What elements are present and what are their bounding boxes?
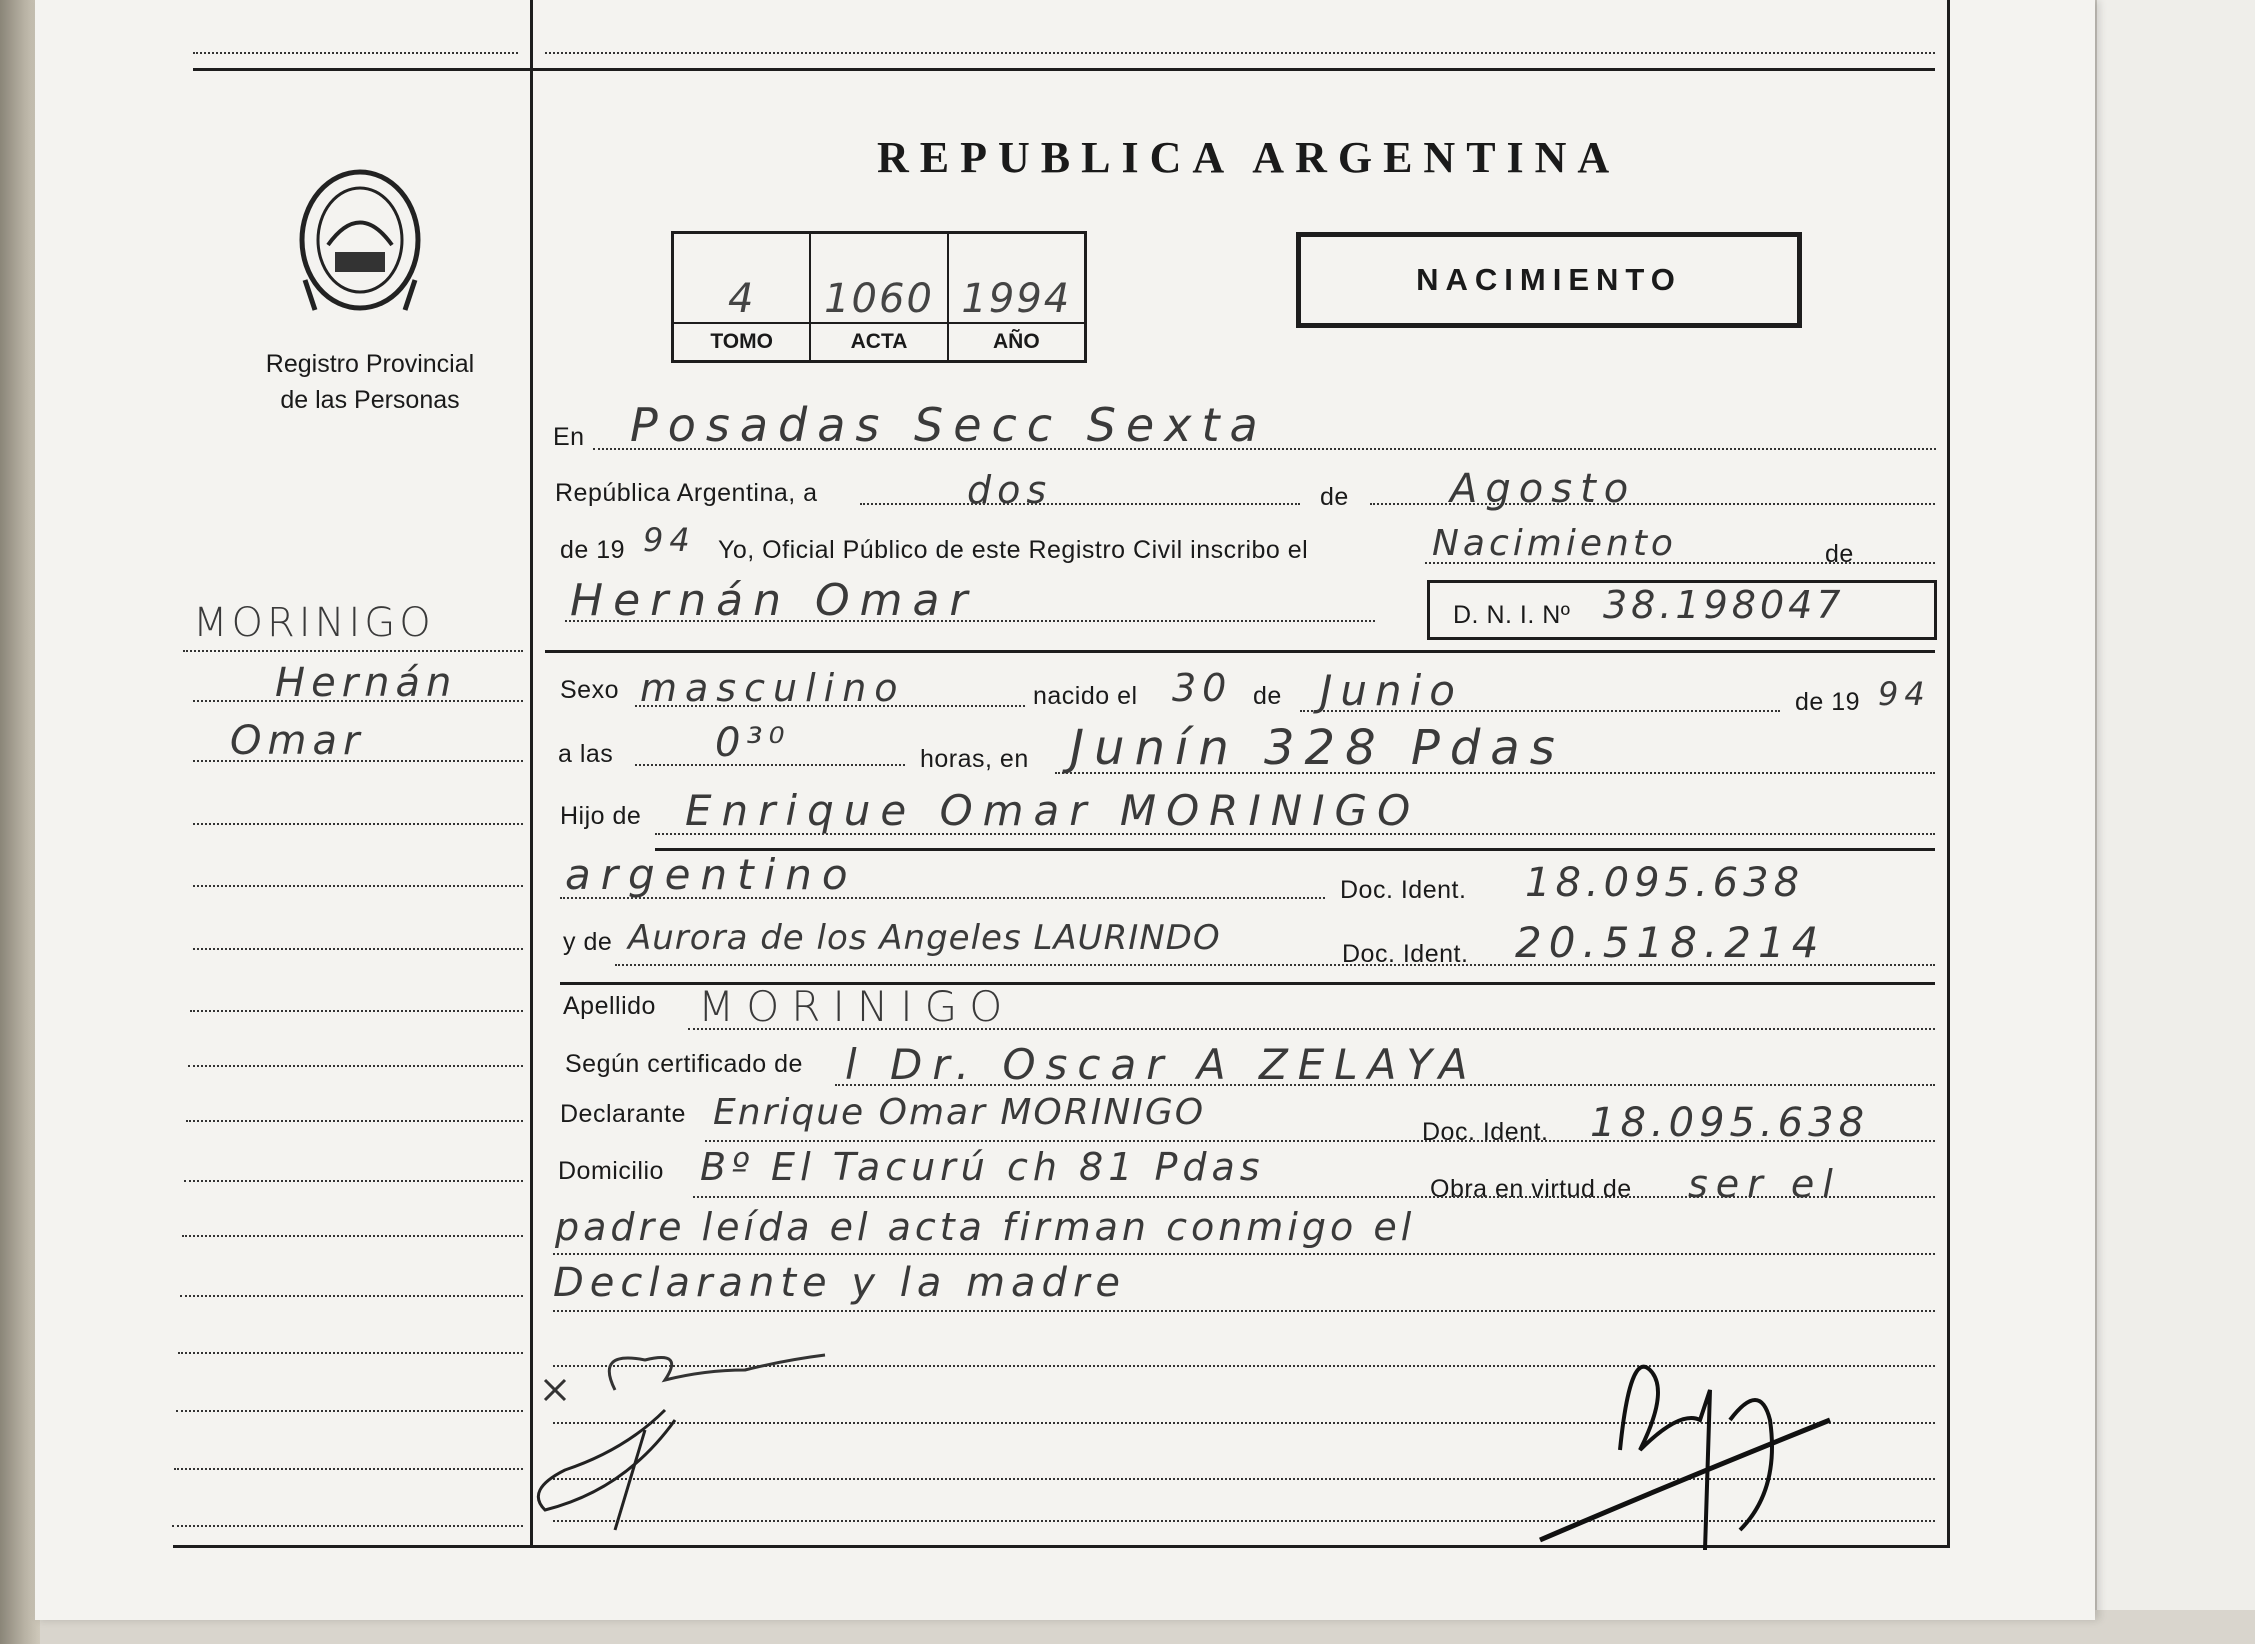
margin-line: [182, 1235, 523, 1237]
apellido-line: [688, 1028, 1935, 1030]
de-label2: de: [1825, 540, 1854, 568]
de19-label: de 19: [1795, 688, 1861, 716]
margin-line: [172, 1525, 523, 1527]
nat-line: [560, 897, 1325, 899]
dni-value: 38.198047: [1603, 583, 1845, 627]
sexo-line: [635, 705, 1025, 707]
segun-label: Según certificado de: [565, 1050, 803, 1078]
acta-label: ACTA: [850, 330, 908, 353]
yde-label: y de: [563, 928, 613, 956]
margin-line: [193, 823, 523, 825]
declarante-doc: 18.095.638: [1590, 1100, 1870, 1146]
declarante-line: [705, 1140, 1935, 1142]
margin-line: [193, 760, 523, 762]
father-value: Enrique Omar MORINIGO: [685, 786, 1421, 835]
official-signature: [1530, 1330, 1840, 1570]
registry-name-line1: Registro Provincial: [265, 350, 475, 378]
acta-value: 1060: [824, 276, 934, 322]
father-line: [655, 833, 1935, 835]
en-value: Posadas Secc Sexta: [630, 398, 1268, 452]
year-prefix: de 19: [560, 536, 626, 564]
certificado-line: [835, 1084, 1935, 1086]
declarante-value: Enrique Omar MORINIGO: [713, 1092, 1206, 1133]
horas-label: horas, en: [920, 745, 1029, 773]
hour-line: [635, 764, 905, 766]
top-rule: [193, 68, 1935, 71]
tomo-label: TOMO: [710, 330, 773, 353]
certificado-value: l Dr. Oscar A ZELAYA: [845, 1040, 1478, 1089]
birth-year-suffix: 94: [1878, 675, 1931, 713]
anio-label: AÑO: [992, 330, 1040, 353]
obra-line2-rule: [553, 1253, 1935, 1255]
margin-line: [174, 1468, 523, 1470]
person-name: Hernán Omar: [570, 575, 978, 626]
margin-line: [176, 1410, 523, 1412]
mother-line: [615, 964, 1935, 966]
margin-line: [193, 948, 523, 950]
father-doc-label: Doc. Ident.: [1340, 876, 1467, 904]
margin-line: [190, 1010, 523, 1012]
de-label3: de: [1253, 682, 1282, 710]
adjacent-page: [2095, 0, 2255, 1610]
book-spine: [0, 0, 40, 1644]
en-line: [593, 448, 1936, 450]
top-dots-right: [545, 52, 1935, 54]
margin-line: [178, 1352, 523, 1354]
en-label: En: [553, 423, 585, 451]
alas-label: a las: [558, 740, 614, 768]
right-border: [1947, 0, 1950, 1548]
country-title: REPUBLICA ARGENTINA: [877, 133, 1621, 182]
name-line: [565, 620, 1375, 622]
sexo-value: masculino: [640, 666, 906, 710]
place-line: [1055, 772, 1935, 774]
sexo-label: Sexo: [560, 676, 619, 704]
domicilio-value: Bº El Tacurú ch 81 Pdas: [700, 1145, 1265, 1189]
apellido-label: Apellido: [563, 992, 656, 1020]
day-value: dos: [967, 468, 1053, 512]
republica-label: República Argentina, a: [555, 479, 818, 507]
obra-line3: Declarante y la madre: [553, 1260, 1126, 1306]
birth-month: Junio: [1320, 666, 1463, 715]
obra-label: Obra en virtud de: [1430, 1175, 1632, 1203]
margin-name2: Omar: [230, 718, 366, 764]
margin-line: [184, 1180, 523, 1182]
nacido-label: nacido el: [1033, 682, 1138, 710]
year-suffix: 94: [643, 521, 696, 559]
obra-value: ser el: [1688, 1162, 1841, 1206]
tomo-value: 4: [727, 276, 756, 322]
declarant-signature: [505, 1310, 845, 1540]
section-rule: [545, 650, 1935, 653]
day-line: [860, 503, 1300, 505]
record-type-box: [1296, 232, 1802, 328]
apellido-value: MORINIGO: [698, 982, 1015, 1031]
mother-doc: 20.518.214: [1515, 918, 1826, 967]
place-value: Junín 328 Pdas: [1070, 720, 1565, 776]
month-value: Agosto: [1450, 466, 1637, 512]
declarante-doc-label: Doc. Ident.: [1422, 1118, 1549, 1146]
hour-value: 0³⁰: [715, 720, 791, 766]
anio-value: 1994: [961, 276, 1072, 322]
margin-line: [183, 650, 523, 652]
mother-value: Aurora de los Angeles LAURINDO: [628, 918, 1221, 958]
margin-line: [186, 1120, 523, 1122]
month-line: [1370, 503, 1935, 505]
month-line2: [1300, 710, 1780, 712]
registry-reference-table: [671, 231, 1087, 363]
margin-line: [180, 1295, 523, 1297]
event-line: [1425, 562, 1935, 564]
acta-cell: [811, 234, 948, 360]
hijo-label: Hijo de: [560, 802, 642, 830]
margin-name1: Hernán: [275, 660, 458, 706]
margin-line: [193, 885, 523, 887]
obra-line2: padre leída el acta firman conmigo el: [555, 1205, 1416, 1249]
oficial-text: Yo, Oficial Público de este Registro Civil inscribo el: [718, 536, 1309, 564]
margin-line: [188, 1065, 523, 1067]
dni-label: D. N. I. Nº: [1453, 601, 1571, 629]
domicilio-line: [693, 1196, 1935, 1198]
anio-cell: [949, 234, 1084, 360]
mother-doc-label: Doc. Ident.: [1342, 940, 1469, 968]
father-doc: 18.095.638: [1525, 860, 1805, 906]
margin-surname: MORINIGO: [193, 600, 435, 646]
tomo-cell: [674, 234, 811, 360]
record-type: NACIMIENTO: [1416, 262, 1682, 297]
event-value: Nacimiento: [1432, 523, 1677, 564]
registry-name-line2: de las Personas: [280, 386, 460, 414]
declarante-label: Declarante: [560, 1100, 686, 1128]
registry-name: [230, 346, 510, 418]
misiones-seal: [290, 160, 430, 320]
top-dots: [193, 52, 518, 54]
father-nationality: argentino: [565, 850, 858, 899]
de-label: de: [1320, 483, 1349, 511]
domicilio-label: Domicilio: [558, 1157, 664, 1185]
margin-line: [193, 700, 523, 702]
birth-day: 30: [1172, 666, 1233, 710]
